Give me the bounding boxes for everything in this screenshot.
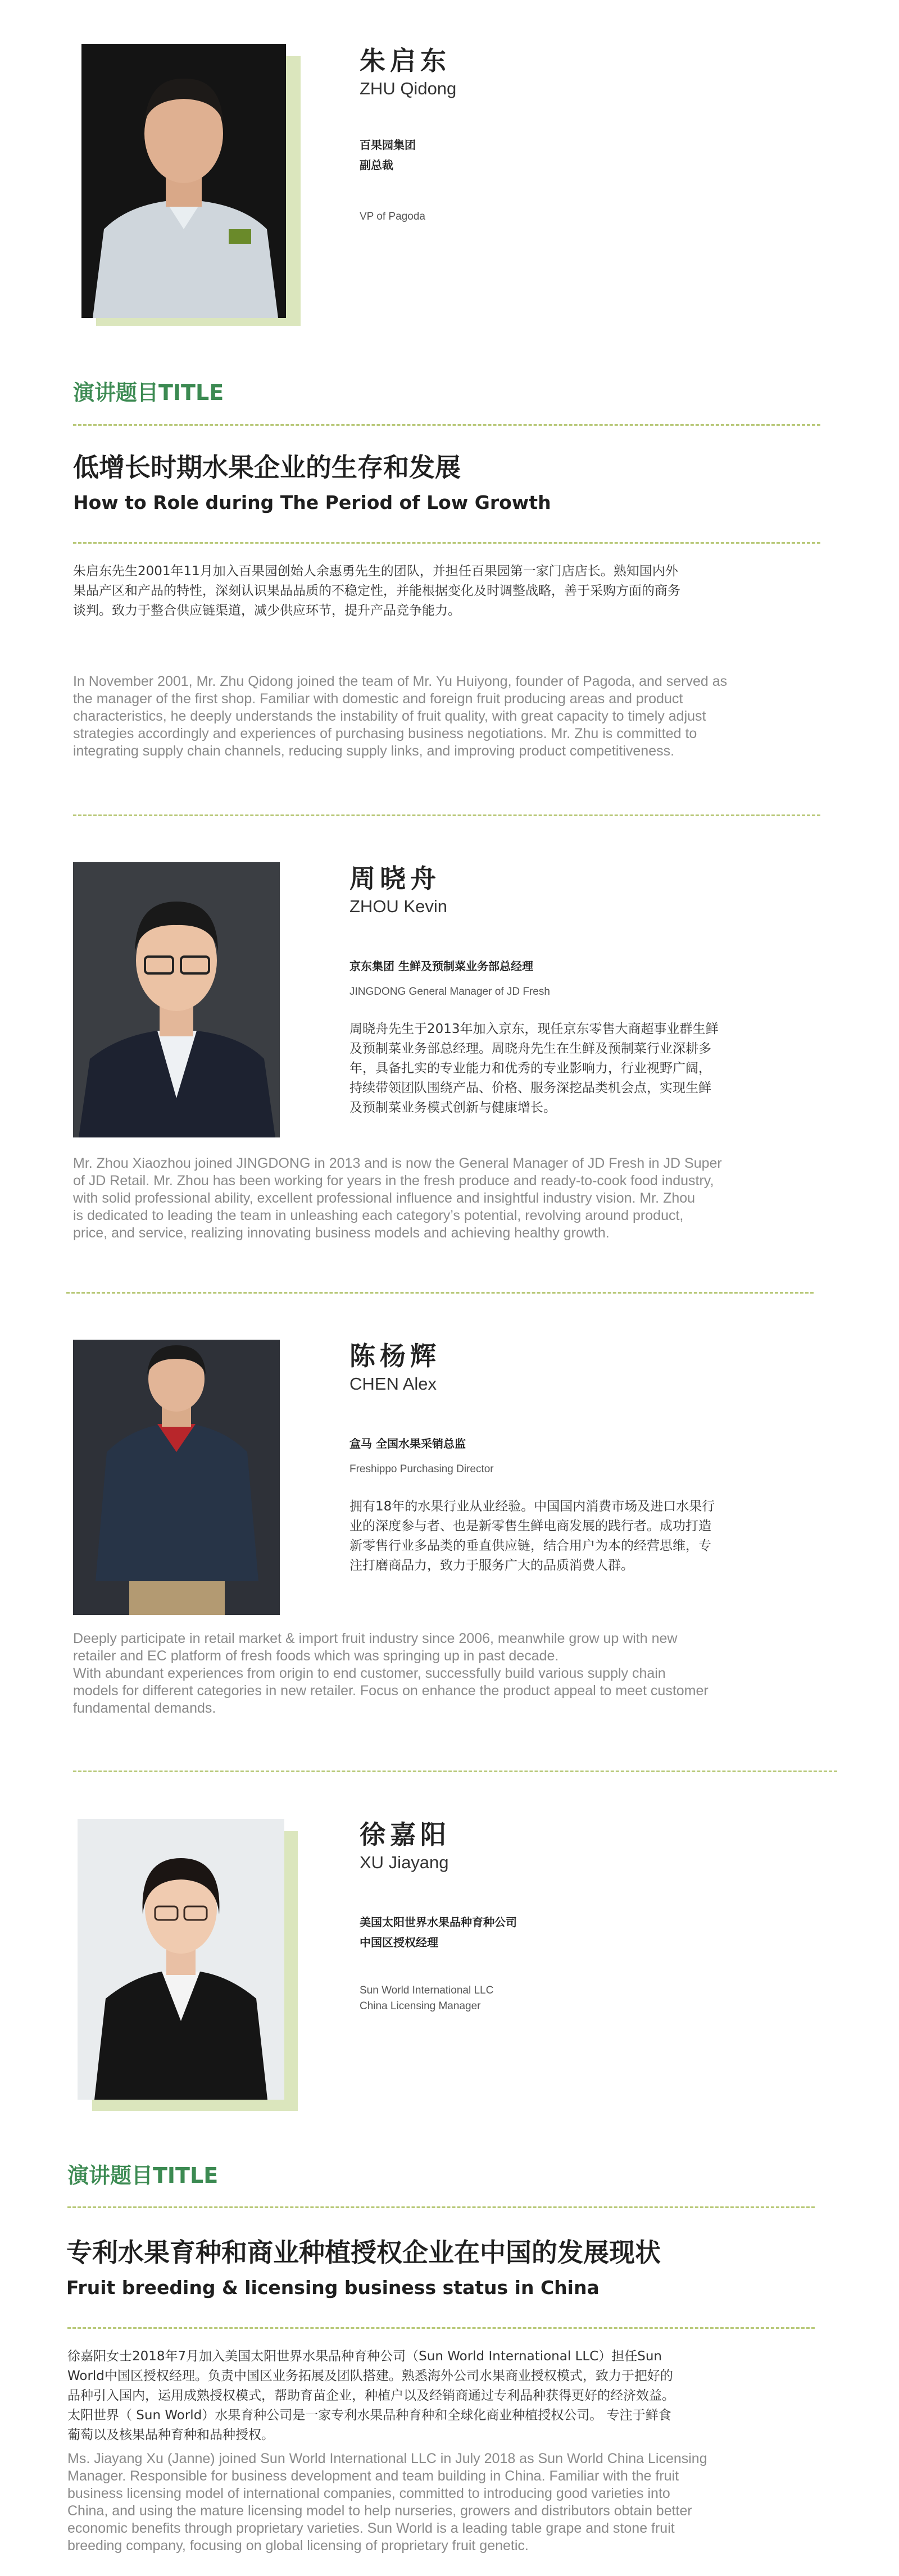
speaker-4-photo: [78, 1819, 284, 2100]
speaker-4-title-label: 演讲题目TITLE: [67, 2163, 219, 2188]
speaker-1-title-label: 演讲题目TITLE: [73, 380, 224, 405]
bio-line: 及预制菜业务模式创新与健康增长。: [349, 1100, 556, 1115]
speaker-3-en-name: CHEN Alex: [349, 1374, 437, 1394]
speaker-1-org-en: VP of Pagoda: [360, 211, 425, 222]
bio-line: Ms. Jiayang Xu (Janne) joined Sun World International LLC in July 2018 as Sun World China Licensing: [67, 2451, 707, 2466]
speaker-3-org-cn: 盒马 全国水果采销总监: [349, 1437, 466, 1450]
bio-line: 品种引入国内，运用成熟授权模式，帮助育苗企业，种植户以及经销商通过专利品种获得更好的经济效益。: [67, 2388, 675, 2403]
bio-line: is dedicated to leading the team in unleashing each category’s potential, revolving around product,: [73, 1208, 684, 1223]
speaker-1-talk-cn: 低增长时期水果企业的生存和发展: [73, 452, 461, 483]
bio-line: 谈判。致力于整合供应链渠道，减少供应环节，提升产品竞争能力。: [73, 603, 461, 618]
bio-line: Mr. Zhou Xiaozhou joined JINGDONG in 2013 and is now the General Manager of JD Fresh in JD Super: [73, 1155, 722, 1171]
speaker-1-photo: [81, 44, 286, 318]
speaker-3-bio-en: [73, 1630, 832, 1717]
divider: [73, 542, 820, 544]
speaker-2-photo: [73, 862, 280, 1137]
speaker-2-org-cn: 京东集团 生鲜及预制菜业务部总经理: [349, 959, 533, 973]
bio-line: with solid professional ability, excellent professional influence and insightful industry vision. Mr. Zhou: [73, 1190, 696, 1206]
speaker-2-org-en: JINGDONG General Manager of JD Fresh: [349, 986, 550, 998]
speaker-4-talk-en: Fruit breeding & licensing business status in China: [66, 2277, 600, 2299]
speaker-2-bio-cn: [349, 1020, 810, 1118]
org-line: 美国太阳世界水果品种育种公司: [360, 1915, 517, 1929]
bio-line: 朱启东先生2001年11月加入百果园创始人余惠勇先生的团队，并担任百果园第一家门店店长。熟知国内外: [73, 564, 678, 579]
speaker-1-bio-en: [73, 673, 832, 760]
speaker-1-talk-en: How to Role during The Period of Low Growth: [73, 491, 551, 513]
speaker-1-bio-cn: [73, 562, 832, 621]
divider: [73, 1771, 837, 1772]
bio-line: 年，具备扎实的专业能力和优秀的专业影响力，行业视野广阔，: [349, 1061, 711, 1076]
bio-line: 及预制菜业务部总经理。周晓舟先生在生鲜及预制菜行业深耕多: [349, 1041, 711, 1056]
speaker-4-org-en: [360, 1983, 493, 2014]
bio-line: the manager of the first shop. Familiar with domestic and foreign fruit producing areas and product: [73, 691, 683, 707]
speaker-3-cn-name: 陈杨辉: [349, 1341, 441, 1371]
bio-line: 果品产区和产品的特性，深刻认识果品品质的不稳定性，并能根据变化及时调整战略，善于采购方面的商务: [73, 584, 680, 598]
bio-line: 周晓舟先生于2013年加入京东，现任京东零售大商超事业群生鲜: [349, 1022, 719, 1036]
speaker-3-photo: [73, 1340, 280, 1615]
speaker-4-cn-name: 徐嘉阳: [360, 1819, 451, 1850]
bio-line: breeding company, focusing on global licensing of proprietary fruit genetic.: [67, 2538, 529, 2554]
bio-line: strategies accordingly and experiences of purchasing business negotiations. Mr. Zhu is committed to: [73, 726, 697, 741]
bio-line: 持续带领团队围绕产品、价格、服务深挖品类机会点，实现生鲜: [349, 1081, 711, 1095]
speaker-3-org-en: Freshippo Purchasing Director: [349, 1463, 494, 1475]
speaker-4-bio-en: [67, 2450, 832, 2555]
speaker-1-org-cn: [360, 135, 416, 175]
bio-line: In November 2001, Mr. Zhu Qidong joined the team of Mr. Yu Huiyong, founder of Pagoda, and served as: [73, 673, 728, 689]
speaker-4-bio-cn: [67, 2347, 832, 2445]
org-line: China Licensing Manager: [360, 2000, 481, 2012]
bio-line: 葡萄以及核果品种育种和品种授权。: [67, 2428, 274, 2442]
bio-line: 太阳世界（ Sun World）水果育种公司是一家专利水果品种育种和全球化商业种植授权公司。 专注于鲜食: [67, 2408, 671, 2423]
speaker-1-cn-name: 朱启东: [360, 45, 451, 76]
speaker-4-en-name: XU Jiayang: [360, 1853, 449, 1872]
bio-line: integrating supply chain channels, reducing supply links, and improving product competitiveness.: [73, 743, 675, 759]
speaker-2-en-name: ZHOU Kevin: [349, 896, 447, 916]
org-line: 副总裁: [360, 158, 393, 172]
speaker-1-en-name: ZHU Qidong: [360, 79, 457, 98]
bio-line: World中国区授权经理。负责中国区业务拓展及团队搭建。熟悉海外公司水果商业授权模式，致力于把好的: [67, 2369, 673, 2383]
bio-line: With abundant experiences from origin to end customer, successfully build various supply chain: [73, 1665, 666, 1681]
divider: [73, 424, 820, 426]
speaker-4-talk-cn: 专利水果育种和商业种植授权企业在中国的发展现状: [66, 2237, 661, 2268]
bio-line: Manager. Responsible for business development and team building in China. Familiar with the fruit: [67, 2468, 679, 2484]
speaker-2-cn-name: 周晓舟: [349, 863, 441, 894]
org-line: Sun World International LLC: [360, 1985, 494, 1996]
divider: [73, 814, 820, 816]
bio-line: retailer and EC platform of fresh foods which was springing up in past decade.: [73, 1648, 559, 1664]
bio-line: business licensing model of international companies, committed to introducing good varieties into: [67, 2486, 670, 2501]
bio-line: 注打磨商品力，致力于服务广大的品质消费人群。: [349, 1558, 634, 1573]
bio-line: China, and using the mature licensing model to help nurseries, growers and distributors obtain better: [67, 2503, 692, 2519]
divider: [66, 1292, 814, 1294]
bio-line: 拥有18年的水果行业从业经验。中国国内消费市场及进口水果行: [349, 1499, 715, 1514]
bio-line: 业的深度参与者、也是新零售生鲜电商发展的践行者。成功打造: [349, 1519, 711, 1533]
bio-line: Deeply participate in retail market & import fruit industry since 2006, meanwhile grow up with new: [73, 1631, 678, 1646]
speaker-2-bio-en: [73, 1155, 832, 1242]
bio-line: characteristics, he deeply understands the instability of fruit quality, with great capacity to timely adjust: [73, 708, 706, 724]
bio-line: price, and service, realizing innovating business models and achieving healthy growth.: [73, 1225, 610, 1241]
speaker-3-bio-cn: [349, 1497, 810, 1576]
bio-line: of JD Retail. Mr. Zhou has been working for years in the fresh produce and ready-to-cook food industry,: [73, 1173, 714, 1189]
bio-line: economic benefits through proprietary varieties. Sun World is a leading table grape and stone fruit: [67, 2520, 675, 2536]
bio-line: 新零售行业多品类的垂直供应链，结合用户为本的经营思维，专: [349, 1539, 711, 1553]
org-line: 百果园集团: [360, 138, 416, 152]
org-line: 中国区授权经理: [360, 1936, 438, 1949]
bio-line: models for different categories in new retailer. Focus on enhance the product appeal to meet customer: [73, 1683, 709, 1699]
divider: [67, 2206, 815, 2208]
speaker-4-org-cn: [360, 1912, 517, 1953]
divider: [67, 2327, 815, 2329]
bio-line: 徐嘉阳女士2018年7月加入美国太阳世界水果品种育种公司（Sun World International LLC）担任Sun: [67, 2349, 662, 2364]
speaker-4-photo-frame: [78, 1819, 298, 2111]
speaker-1-photo-frame: [81, 44, 301, 326]
bio-line: fundamental demands.: [73, 1700, 216, 1716]
